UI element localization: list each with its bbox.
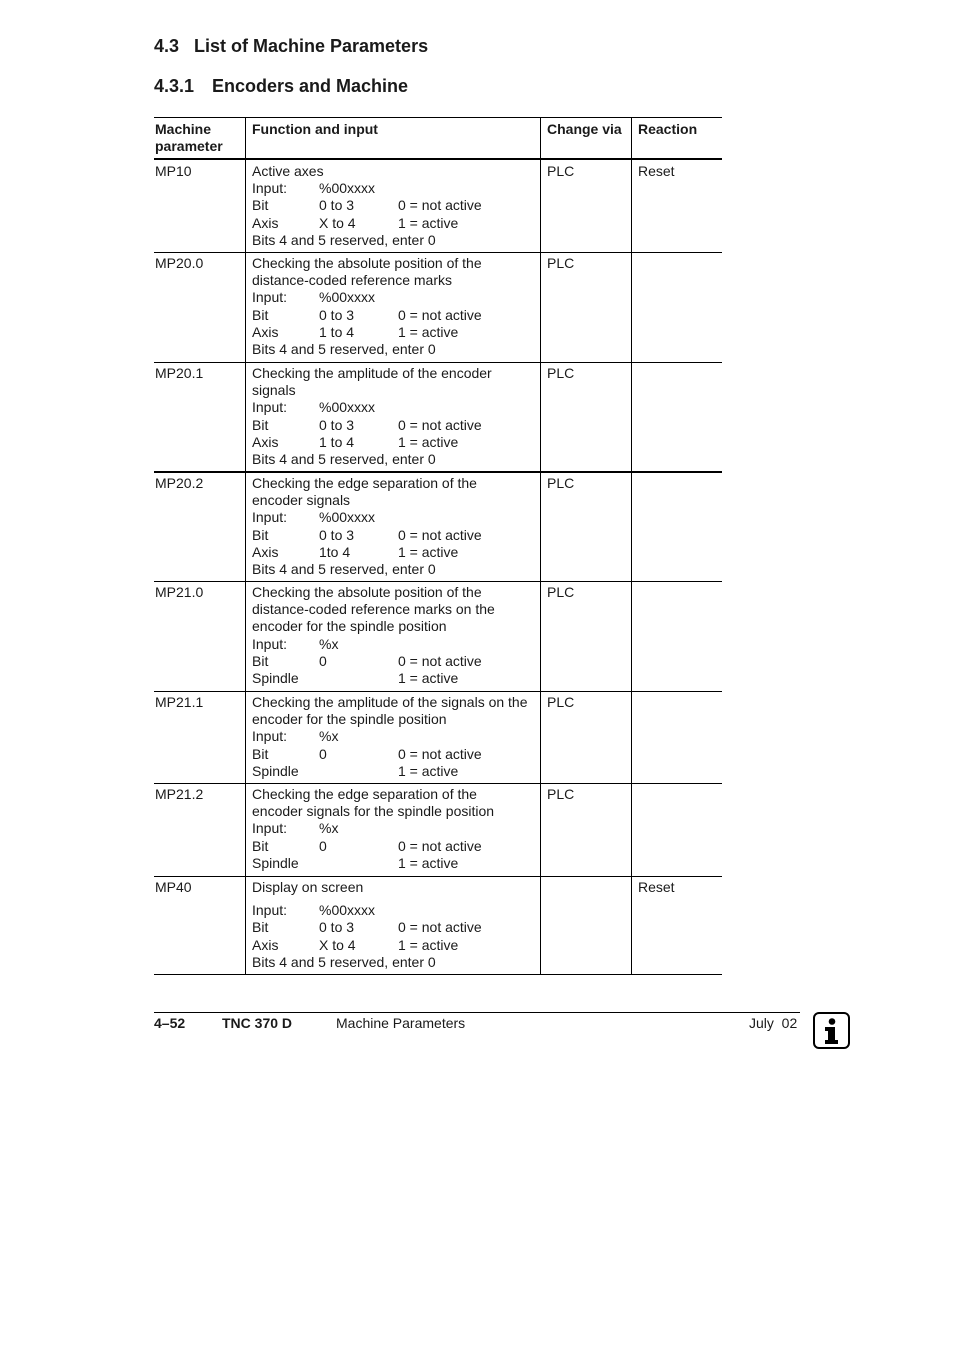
cell-parameter: MP21.2: [155, 786, 204, 802]
function-line: [252, 197, 542, 214]
function-line-part: 1 = active: [398, 543, 459, 560]
function-line-part: 0 = not active: [398, 416, 482, 433]
subsection-title: Encoders and Machine: [212, 76, 409, 96]
row-divider: [154, 691, 722, 692]
section-number: 4.3: [154, 36, 180, 56]
function-line: Bits 4 and 5 reserved, enter 0: [252, 450, 436, 467]
function-line: [252, 919, 542, 936]
header-reaction: Reaction: [638, 121, 698, 137]
function-line: encoder signals for the spindle position: [252, 803, 495, 820]
row-divider: [154, 252, 722, 253]
function-line-part: Input:: [252, 902, 288, 919]
function-line-part: Bit: [252, 416, 269, 433]
function-line: [252, 763, 542, 780]
function-line-part: 0 = not active: [398, 837, 482, 854]
function-line-part: Axis: [252, 214, 279, 231]
function-line-part: 1 to 4: [319, 323, 355, 340]
function-line-part: Axis: [252, 433, 279, 450]
function-line: Bits 4 and 5 reserved, enter 0: [252, 953, 436, 970]
function-line: [252, 838, 542, 855]
header-param-line1: Machine: [155, 121, 212, 137]
function-line: [252, 417, 542, 434]
cell-reaction: Reset: [638, 163, 675, 179]
cell-parameter: MP20.2: [155, 475, 204, 491]
function-line: [252, 820, 542, 837]
function-line-part: Bit: [252, 837, 269, 854]
cell-change-via: PLC: [547, 694, 575, 710]
function-line: [252, 855, 542, 872]
function-line-part: Spindle: [252, 854, 299, 871]
function-line: [252, 746, 542, 763]
function-line-part: 0 = not active: [398, 919, 482, 936]
function-line-part: Input:: [252, 820, 288, 837]
row-divider: [154, 876, 722, 877]
function-line: encoder signals: [252, 492, 351, 509]
cell-change-via: PLC: [547, 786, 575, 802]
function-line-part: Input:: [252, 509, 288, 526]
function-line: Checking the absolute position of the: [252, 255, 482, 271]
table-top-rule: [154, 117, 722, 118]
function-line-part: 1 = active: [398, 762, 459, 779]
function-line: encoder for the spindle position: [252, 711, 447, 728]
function-line: [252, 636, 542, 653]
function-line: [252, 670, 542, 687]
function-line: Bits 4 and 5 reserved, enter 0: [252, 560, 436, 577]
function-line: encoder for the spindle position: [252, 618, 447, 635]
cell-change-via: PLC: [547, 255, 575, 271]
cell-change-via: PLC: [547, 584, 575, 600]
function-line-part: Bit: [252, 919, 269, 936]
row-divider: [154, 471, 722, 473]
function-line: Bits 4 and 5 reserved, enter 0: [252, 340, 436, 357]
function-line-part: X to 4: [319, 936, 356, 953]
function-line-part: Bit: [252, 652, 269, 669]
cell-change-via: PLC: [547, 475, 575, 491]
function-line-part: 0 = not active: [398, 652, 482, 669]
function-line: Checking the edge separation of the: [252, 786, 477, 802]
header-change: Change via: [547, 121, 622, 137]
cell-function: [252, 694, 542, 780]
cell-function: [252, 365, 542, 468]
function-line: [252, 289, 542, 306]
function-line-part: %00xxxx: [319, 399, 376, 416]
function-line-part: Input:: [252, 289, 288, 306]
function-line-part: Bit: [252, 745, 269, 762]
function-line-part: Input:: [252, 399, 288, 416]
footer-product: TNC 370 D: [222, 1015, 293, 1031]
function-line: [252, 324, 542, 341]
function-line-part: 0 = not active: [398, 197, 482, 214]
function-line: [252, 180, 542, 197]
function-line-part: 0: [319, 837, 327, 854]
section-heading: [154, 36, 428, 57]
function-line: [252, 653, 542, 670]
function-line-part: 1 = active: [398, 854, 459, 871]
function-line-part: Spindle: [252, 669, 299, 686]
function-line-part: 0 to 3: [319, 526, 355, 543]
row-divider: [154, 974, 722, 975]
function-line: [252, 307, 542, 324]
function-line: Checking the amplitude of the signals on the: [252, 694, 528, 710]
function-line-part: %00xxxx: [319, 289, 376, 306]
cell-parameter: MP10: [155, 163, 192, 179]
function-line-part: Input:: [252, 728, 288, 745]
function-line-part: Input:: [252, 180, 288, 197]
function-line: distance-coded reference marks on the: [252, 601, 495, 618]
function-line: [252, 215, 542, 232]
function-line: [252, 399, 542, 416]
cell-function: [252, 163, 542, 249]
function-line-part: 1 = active: [398, 669, 459, 686]
function-line: [252, 527, 542, 544]
subsection-number: 4.3.1: [154, 76, 195, 96]
row-divider: [154, 783, 722, 784]
function-line: Checking the edge separation of the: [252, 475, 477, 491]
function-line-part: %x: [319, 728, 339, 745]
function-line-part: 1 to 4: [319, 433, 355, 450]
footer-date: July 02: [749, 1015, 798, 1031]
column-divider: [631, 117, 632, 975]
function-line: [252, 509, 542, 526]
function-line-part: Bit: [252, 306, 269, 323]
function-line-part: 0 to 3: [319, 919, 355, 936]
function-line-part: %00xxxx: [319, 509, 376, 526]
header-bottom-rule: [154, 158, 722, 160]
cell-function: [252, 786, 542, 872]
function-line: distance-coded reference marks: [252, 272, 452, 289]
subsection-heading: [154, 76, 408, 97]
footer-rule: [154, 1012, 800, 1013]
function-line-part: 1 = active: [398, 936, 459, 953]
function-line: Bits 4 and 5 reserved, enter 0: [252, 231, 436, 248]
cell-parameter: MP20.0: [155, 255, 204, 271]
section-title: List of Machine Parameters: [194, 36, 429, 56]
function-line-part: Bit: [252, 197, 269, 214]
function-line: [252, 728, 542, 745]
footer-page: 4–52: [154, 1015, 186, 1031]
function-line-part: 1to 4: [319, 543, 351, 560]
info-glyph: [815, 1014, 848, 1047]
cell-change-via: PLC: [547, 365, 575, 381]
function-line-part: %00xxxx: [319, 180, 376, 197]
function-line-part: %x: [319, 635, 339, 652]
function-line: Active axes: [252, 163, 324, 179]
column-divider: [245, 117, 246, 975]
row-divider: [154, 581, 722, 582]
function-line-part: 0 = not active: [398, 526, 482, 543]
header-param-line2: parameter: [155, 138, 223, 154]
row-divider: [154, 362, 722, 363]
function-line: [252, 544, 542, 561]
function-line-part: 0: [319, 652, 327, 669]
function-line: Checking the amplitude of the encoder: [252, 365, 492, 381]
function-line: [252, 937, 542, 954]
function-line-part: 0 to 3: [319, 306, 355, 323]
cell-function: [252, 475, 542, 578]
function-line-part: 0: [319, 745, 327, 762]
function-line: Checking the absolute position of the: [252, 584, 482, 600]
cell-change-via: PLC: [547, 163, 575, 179]
function-line: [252, 902, 542, 919]
cell-function: [252, 879, 542, 971]
function-line-part: 0 = not active: [398, 306, 482, 323]
cell-parameter: MP40: [155, 879, 192, 895]
cell-parameter: MP21.1: [155, 694, 204, 710]
function-line-part: %00xxxx: [319, 902, 376, 919]
function-line-part: 1 = active: [398, 214, 459, 231]
function-line-part: Spindle: [252, 762, 299, 779]
function-line-part: Axis: [252, 936, 279, 953]
cell-reaction: Reset: [638, 879, 675, 895]
function-line-part: 1 = active: [398, 323, 459, 340]
function-line-part: 0 to 3: [319, 416, 355, 433]
cell-parameter: MP20.1: [155, 365, 204, 381]
function-line-part: 0 = not active: [398, 745, 482, 762]
cell-function: [252, 255, 542, 358]
header-function: Function and input: [252, 121, 378, 137]
function-line-part: 0 to 3: [319, 197, 355, 214]
cell-parameter: MP21.0: [155, 584, 204, 600]
function-line: signals: [252, 382, 296, 399]
function-line-part: Axis: [252, 323, 279, 340]
header-param: [155, 121, 223, 155]
function-line-part: Bit: [252, 526, 269, 543]
function-line-part: X to 4: [319, 214, 356, 231]
function-line: Display on screen: [252, 879, 364, 895]
footer-chapter: Machine Parameters: [336, 1015, 466, 1031]
info-icon[interactable]: [813, 1012, 850, 1049]
function-line: [252, 434, 542, 451]
function-line-part: Axis: [252, 543, 279, 560]
cell-function: [252, 584, 542, 687]
function-line-part: Input:: [252, 635, 288, 652]
function-line-part: %x: [319, 820, 339, 837]
function-line-part: 1 = active: [398, 433, 459, 450]
